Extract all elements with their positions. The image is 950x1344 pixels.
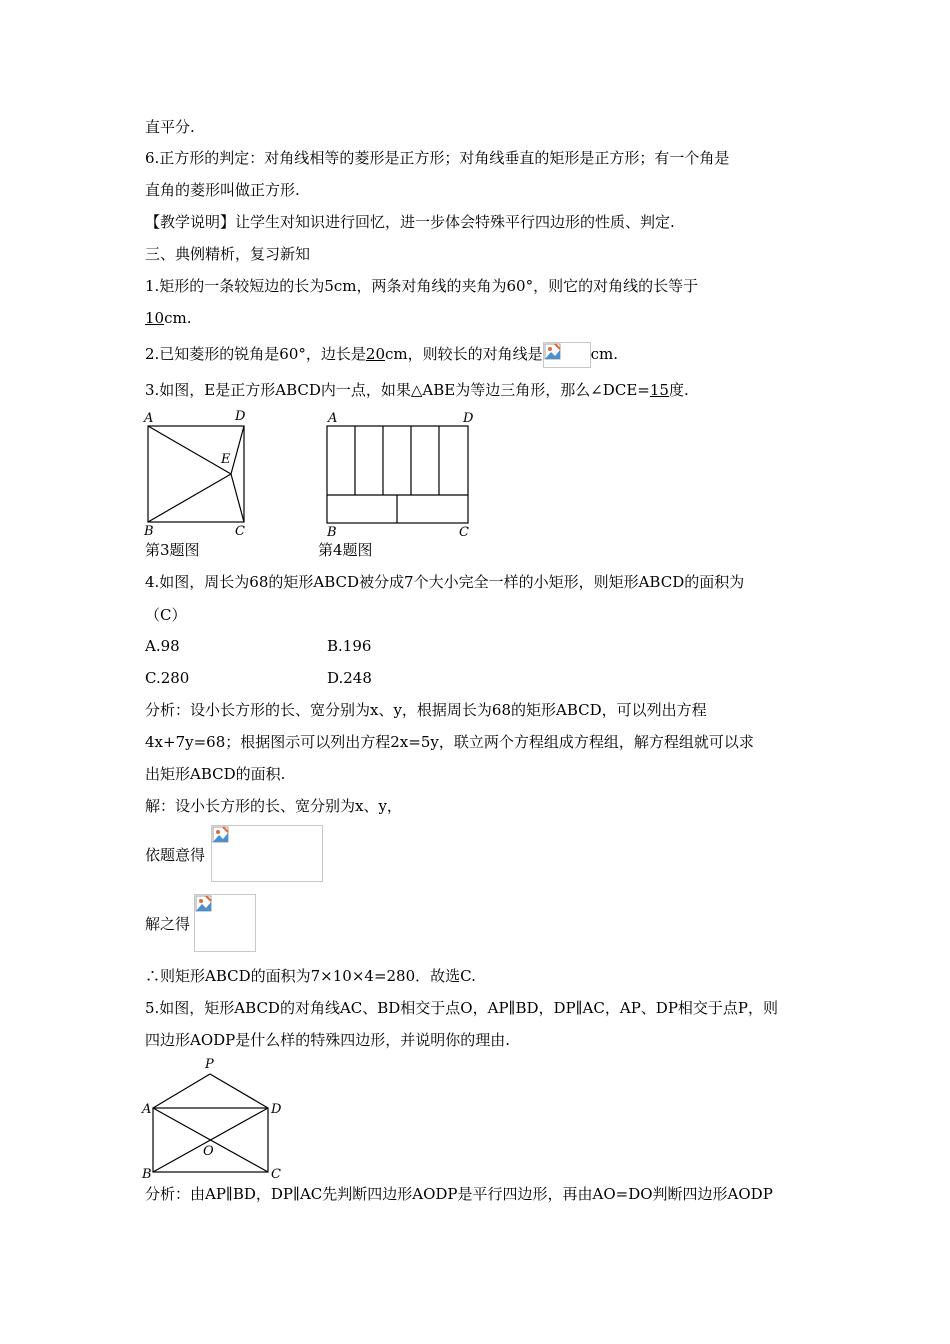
question-3: 3.如图，E是正方形ABCD内一点，如果△ABE为等边三角形，那么∠DCE=15度. [145,381,689,399]
label-c: C [271,1167,281,1182]
question-5: 四边形AODP是什么样的特殊四边形，并说明你的理由. [145,1031,511,1049]
label-a: A [328,411,338,426]
figure-3 [140,408,260,538]
section-heading: 三、典例精析，复习新知 [145,245,311,263]
figure-3-caption: 第3题图 [145,541,200,559]
label-b: B [327,525,337,540]
broken-image [543,342,591,368]
option-a: A.98 [145,637,180,655]
label-b: B [144,524,154,539]
question-4: 4.如图，周长为68的矩形ABCD被分成7个大小完全一样的小矩形，则矩形ABCD的面积为 [145,573,745,591]
option-c: C.280 [145,669,190,687]
label-d: D [463,411,474,426]
solution-line: 依题意得 [145,846,206,864]
label-p: P [205,1057,214,1072]
broken-image-icon [195,895,213,913]
analysis-line: 4x+7y=68；根据图示可以列出方程2x=5y，联立两个方程组成方程组，解方程组就可以求 [145,733,754,751]
answer-blank: 10 [145,309,165,327]
label-c: C [235,524,245,539]
text-line: 直平分. [145,118,195,136]
label-a: A [144,411,154,426]
analysis-line: 分析：由AP∥BD，DP∥AC先判断四边形AODP是平行四边形，再由AO=DO判断四边形AODP [145,1185,773,1203]
answer-blank: 15 [649,381,669,399]
analysis-line: 分析：设小长方形的长、宽分别为x、y，根据周长为68的矩形ABCD，可以列出方程 [145,701,707,719]
question-5: 5.如图，矩形ABCD的对角线AC、BD相交于点O，AP∥BD，DP∥AC，AP、DP相交于点P，则 [145,999,779,1017]
question-4-answer: （C） [145,606,187,624]
solution-image [194,894,256,952]
option-b: B.196 [327,637,372,655]
label-e: E [221,452,231,467]
figure-4-caption: 第4题图 [318,541,373,559]
label-b: B [142,1167,152,1182]
broken-image-icon [544,343,562,361]
solution-line: ∴则矩形ABCD的面积为7×10×4=280．故选C. [145,967,476,985]
text-line: 直角的菱形叫做正方形. [145,181,300,199]
analysis-line: 出矩形ABCD的面积. [145,765,286,783]
text-line: 6.正方形的判定：对角线相等的菱形是正方形；对角线垂直的矩形是正方形；有一个角是 [145,149,730,167]
answer-blank: 20 [365,345,385,363]
question-2: 2.已知菱形的锐角是60°，边长是20cm，则较长的对角线是 cm. [145,342,618,368]
question-1: 1.矩形的一条较短边的长为5cm，两条对角线的夹角为60°，则它的对角线的长等于 [145,277,699,295]
option-d: D.248 [327,669,372,687]
solution-line: 解：设小长方形的长、宽分别为x、y， [145,797,402,815]
solution-line: 解之得 [145,915,191,933]
figure-5 [140,1052,290,1182]
question-1-answer: 10cm. [145,309,192,327]
equation-image [211,825,323,882]
label-o: O [203,1144,214,1159]
label-c: C [459,525,469,540]
label-d: D [235,409,246,424]
figure-4 [322,408,482,538]
label-a: A [142,1102,152,1117]
teaching-note: 【教学说明】让学生对知识进行回忆，进一步体会特殊平行四边形的性质、判定. [145,213,675,231]
broken-image-icon [212,826,230,844]
label-d: D [271,1102,282,1117]
